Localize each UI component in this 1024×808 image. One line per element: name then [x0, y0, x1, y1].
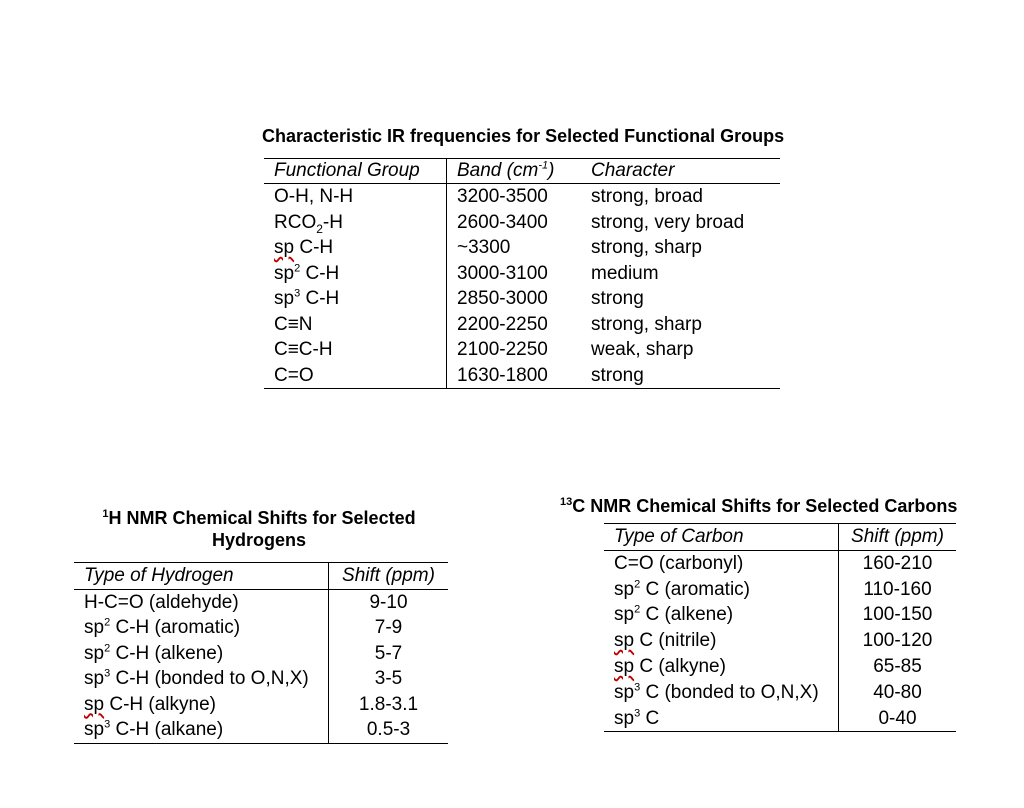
table-row	[264, 363, 780, 389]
h-nmr-shift: 5-7	[329, 641, 449, 667]
table-row	[604, 628, 956, 654]
ir-character: strong, broad	[591, 186, 703, 207]
ir-table	[264, 158, 780, 389]
c-nmr-shift: 160-210	[839, 550, 957, 576]
table-row	[74, 589, 448, 615]
h-nmr-shift: 1.8-3.1	[329, 692, 449, 718]
ir-group: C≡N	[274, 313, 313, 335]
c-nmr-table	[604, 523, 956, 732]
ir-character: weak, sharp	[591, 339, 694, 360]
table-row	[264, 286, 780, 312]
c-nmr-shift: 40-80	[839, 680, 957, 706]
ir-band: 2850-3000	[447, 286, 582, 312]
h-nmr-type: H-C=O (aldehyde)	[84, 591, 239, 613]
h-nmr-type: $sp^3$ C-H (bonded to O,N,X)	[84, 667, 309, 689]
ir-header-character: Character	[581, 159, 780, 184]
ir-character: strong, sharp	[591, 313, 702, 335]
h-nmr-header-shift: Shift (ppm)	[329, 563, 449, 590]
ir-band: 3200-3500	[447, 184, 582, 210]
h-nmr-section	[74, 507, 454, 744]
table-row	[264, 235, 780, 261]
ir-group: C≡C-H	[274, 339, 333, 360]
c-nmr-type: $sp^3$ C (bonded to O,N,X)	[614, 681, 819, 703]
table-row	[74, 717, 448, 743]
h-nmr-header-type: Type of Hydrogen	[74, 563, 329, 590]
ir-group: O-H, N-H	[274, 186, 354, 207]
h-nmr-title: $^1$H NMR Chemical Shifts for Selected Hydrogens	[102, 508, 416, 550]
h-nmr-type: $sp^2$ C-H (aromatic)	[84, 616, 241, 638]
ir-group: $sp^3$ C-H	[274, 287, 340, 309]
ir-frequencies-section	[262, 125, 785, 389]
ir-band: 2100-2250	[447, 337, 582, 363]
ir-character: strong	[591, 288, 644, 309]
ir-table-title: Characteristic IR frequencies for Selected Functional Groups	[262, 126, 785, 146]
c-nmr-shift: 110-160	[839, 577, 957, 603]
table-row	[74, 641, 448, 667]
table-row	[604, 602, 956, 628]
ir-header-band: Band $(cm^{-1})$	[447, 159, 582, 184]
c-nmr-type: $sp^2$ C (aromatic)	[614, 578, 750, 600]
table-row	[604, 550, 956, 576]
ir-character: strong, very broad	[591, 211, 745, 233]
table-row	[264, 261, 780, 287]
h-nmr-shift: 0.5-3	[329, 717, 449, 743]
ir-character: strong, sharp	[591, 237, 702, 258]
h-nmr-header-row	[74, 563, 448, 590]
h-nmr-type: sp C-H (alkyne)	[84, 693, 216, 715]
table-row	[604, 577, 956, 603]
table-row	[74, 666, 448, 692]
h-nmr-shift: 3-5	[329, 666, 449, 692]
c-nmr-type: sp C (nitrile)	[614, 630, 717, 652]
h-nmr-shift: 9-10	[329, 589, 449, 615]
table-row	[604, 654, 956, 680]
ir-group: $RCO_2-H$	[274, 211, 343, 236]
c-nmr-type: $sp^2$ C (alkene)	[614, 604, 734, 626]
ir-group: sp C-H	[274, 237, 334, 258]
c-nmr-shift: 100-120	[839, 628, 957, 654]
c-nmr-shift: 100-150	[839, 602, 957, 628]
table-row	[74, 692, 448, 718]
table-row	[264, 312, 780, 338]
c-nmr-header-shift: Shift (ppm)	[839, 524, 957, 551]
ir-group: C=O	[264, 363, 447, 389]
c-nmr-type: sp C (alkyne)	[614, 655, 726, 677]
h-nmr-type: $sp^3$ C-H (alkane)	[74, 717, 329, 743]
c-nmr-section	[560, 495, 1010, 732]
table-row	[604, 706, 956, 732]
ir-character: medium	[591, 262, 659, 284]
ir-band: 2200-2250	[447, 312, 582, 338]
ir-group: $sp^2$ C-H	[274, 262, 340, 284]
table-row	[264, 184, 780, 210]
c-nmr-title: $^{13}$C NMR Chemical Shifts for Selected Carbons	[560, 496, 958, 516]
c-nmr-type: $sp^3$ C	[604, 706, 839, 732]
c-nmr-header-type: Type of Carbon	[604, 524, 839, 551]
ir-character: strong	[581, 363, 780, 389]
c-nmr-shift: 65-85	[839, 654, 957, 680]
table-row	[74, 615, 448, 641]
ir-band: ~3300	[447, 235, 582, 261]
ir-header-functional-group: Functional Group	[264, 159, 447, 184]
table-row	[264, 210, 780, 236]
c-nmr-type: C=O (carbonyl)	[614, 552, 744, 574]
h-nmr-table	[74, 562, 448, 744]
ir-band: 3000-3100	[447, 261, 582, 287]
ir-band: 1630-1800	[447, 363, 582, 389]
c-nmr-shift: 0-40	[839, 706, 957, 732]
ir-header-row	[264, 159, 780, 184]
c-nmr-header-row	[604, 524, 956, 551]
h-nmr-shift: 7-9	[329, 615, 449, 641]
table-row	[604, 680, 956, 706]
h-nmr-type: $sp^2$ C-H (alkene)	[84, 642, 224, 664]
table-row	[264, 337, 780, 363]
ir-band: 2600-3400	[447, 210, 582, 236]
